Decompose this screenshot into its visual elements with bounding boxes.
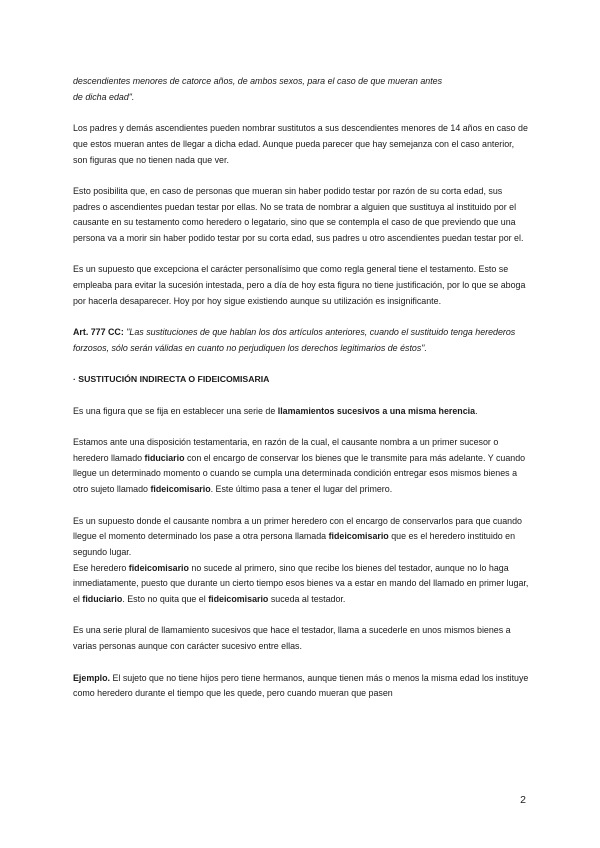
text-run: Es una figura que se fija en establecer una serie de <box>73 405 278 416</box>
text-run: con el encargo de conservar los bienes que le transmite para más adelante. Y cuando llegue un determinado momento o cuando se cumpla una determinada condición entregar esos mismos bienes a otro sujeto llamado <box>73 452 526 495</box>
paragraph-ascendientes: Los padres y demás ascendientes pueden nombrar sustitutos a sus descendientes menores de 14 años en caso de que estos mueran antes de llegar a dicha edad. Aunque pueda parecer que hay semejanza con el caso anterior, son figuras que no tienen nada que ver. <box>73 123 528 165</box>
section-heading: · SUSTITUCIÓN INDIRECTA O FIDEICOMISARIA <box>73 374 270 385</box>
article-label: Art. 777 CC: <box>73 327 124 338</box>
bold-term: fiduciario <box>144 452 185 463</box>
text-run: . Este último pasa a tener el lugar del primero. <box>210 484 393 495</box>
text-run: . <box>475 405 478 416</box>
paragraph-serie-plural: Es una serie plural de llamamiento sucesivos que hace el testador, llama a sucederle en unos mismos bienes a varias personas aunque con carácter sucesivo entre ellas. <box>73 625 511 652</box>
text-run: suceda al testador. <box>268 594 346 605</box>
page-number: 2 <box>520 794 526 806</box>
text-run: que es el heredero instituido en segundo lugar. <box>73 531 516 557</box>
text-run: Es un supuesto donde el causante nombra a un primer heredero con el encargo de conservarlos para que cuando llegue el momento determinado los pase a otra persona llamada <box>73 515 522 542</box>
example-label: Ejemplo. <box>73 672 110 683</box>
text-run: El sujeto que no tiene hijos pero tiene hermanos, aunque tienen más o menos la misma edad los instituye como heredero durante el tiempo que les quede, pero cuando mueran que pasen <box>73 672 529 699</box>
text-run: . Esto no quita que el <box>122 594 209 605</box>
text-run: no sucede al primero, sino que recibe los bienes del testador, aunque no lo haga inmediatamente, puesto que durante un cierto tiempo esos bienes va a estar en mando del llamado en primer lugar, el <box>73 562 529 605</box>
bold-term: fideicomisario <box>328 531 389 542</box>
page-content <box>73 74 529 718</box>
article-text: "Las sustituciones de que hablan los dos artículos anteriores, cuando el sustituido tenga herederos forzosos, sólo serán válidas en cuanto no perjudiquen los derechos legitimarios de éstos". <box>73 327 516 353</box>
quote-continuation-line-2: de dicha edad". <box>73 91 135 102</box>
text-run: Estamos ante una disposición testamentaria, en razón de la cual, el causante nombra a un primer sucesor o heredero llamado <box>73 437 499 463</box>
paragraph-ejemplo <box>73 671 529 702</box>
paragraph-causante <box>73 514 529 608</box>
bold-term: fiduciario <box>82 594 123 605</box>
article-777-quote <box>73 325 529 356</box>
bold-term: fideicomisario <box>208 594 269 605</box>
paragraph-figura <box>73 404 529 420</box>
paragraph-disposicion <box>73 435 529 498</box>
paragraph-posibilita: Esto posibilita que, en caso de personas que mueran sin haber podido testar por razón de su corta edad, sus padres o ascendientes puedan testar por ellas. No se trata de nombrar a alguien que sustituya al instituido por el causante en su testamento como heredero o legatario, sino que se contempla el caso de que previendo que una persona va a morir sin haber podido testar por su corta edad, sus padres u otro ascendientes puedan testar por el. <box>73 185 524 243</box>
quote-continuation-line-1: descendientes menores de catorce años, de ambos sexos, para el caso de que mueran antes <box>73 76 443 86</box>
quote-continuation <box>73 74 529 105</box>
bold-term: fideicomisario <box>150 484 211 495</box>
bold-term: llamamientos sucesivos a una misma herencia <box>277 405 476 416</box>
paragraph-supuesto: Es un supuesto que excepciona el carácter personalísimo que como regla general tiene el testamento. Esto se empleaba para evitar la sucesión intestada, pero a día de hoy esta figura no tiene justificación, por lo que se aboga por hacerla desaparecer. Hoy por hoy sigue existiendo aunque su utilización es insignificante. <box>73 264 526 306</box>
bold-term: fideicomisario <box>128 562 189 573</box>
text-run: Ese heredero <box>73 562 129 573</box>
